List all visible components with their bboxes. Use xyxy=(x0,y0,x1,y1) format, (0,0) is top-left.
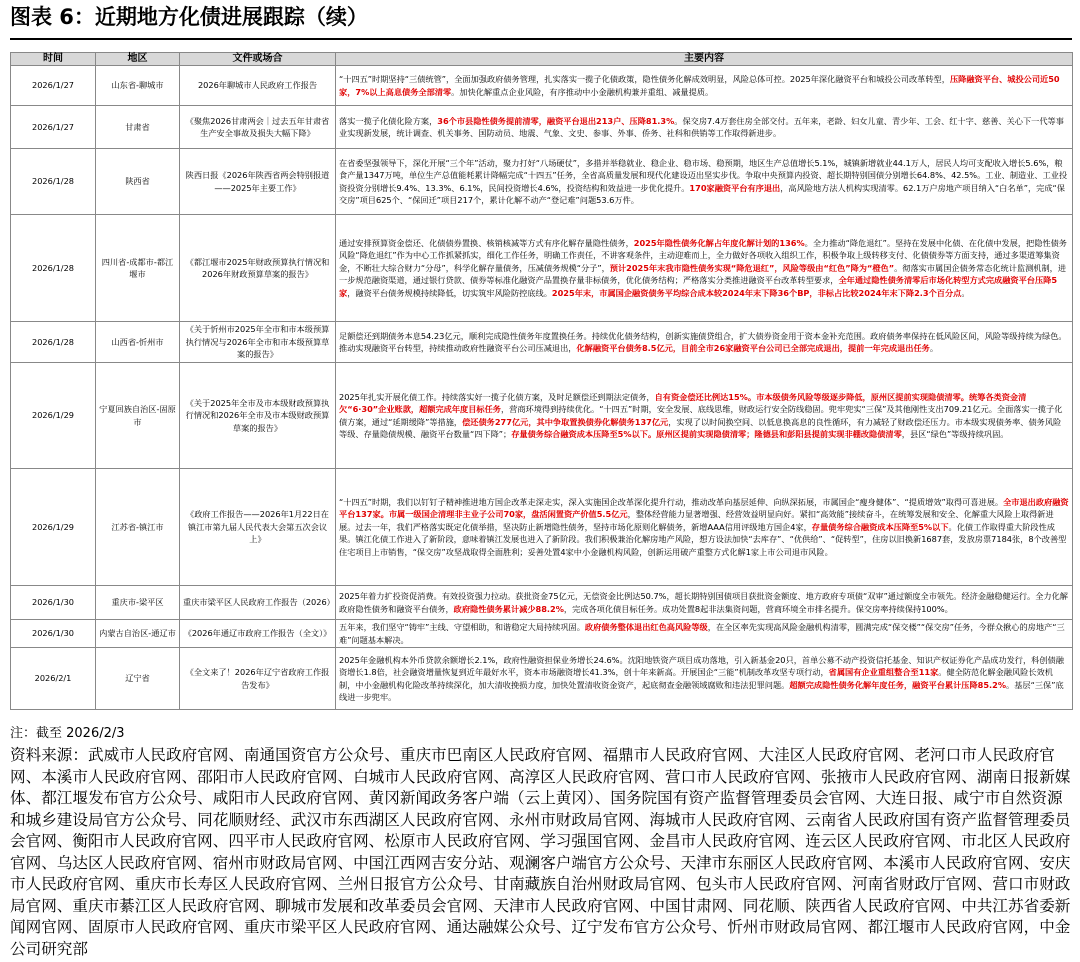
cell-content xyxy=(336,215,1073,322)
page-title: 图表 6：近期地方化债进展跟踪（续） xyxy=(10,5,368,29)
highlight-text: 存量债务综合融资成本压降至5%以下。原州区提前实现隐债清零；隆德县和彭阳县提前实现非棚改隐债清零 xyxy=(511,429,902,439)
highlight-text: 存量债务综合融资成本压降至5%以下 xyxy=(811,521,949,532)
cell-source: 2026年聊城市人民政府工作报告 xyxy=(180,66,336,106)
content-text: ，实现了以时间换空间、以低息换高息的良性循环，有力减轻了财政偿还压力。市本级实现债务率、债务风险等级、存量隐债规模、融资平台数量“四下降”； xyxy=(339,416,1062,439)
highlight-text: 政府债务整体退出红色高风险等级 xyxy=(584,622,708,632)
cell-date: 2026/2/1 xyxy=(11,648,96,710)
content-text: 在省委坚强领导下，深化开展“三个年”活动，聚力打好“八场硬仗”，多措并举稳就业、稳企业、稳市场、稳预期，地区生产总值增长5.1%，城镇新增就业44.1万人，居民人均可支配收入增长5.6%，粮食产量1347万吨，单位生产总值能耗累计降幅完成“十四五”任务，全省高质量发展和现代化建设迈出坚实步伐。争取中央预算内投资、超长期特别国债分别增长64.8%、42.5%。工业、制造业、工业投资投资分别增长9.4%、13.3%、6.1%，民间投资增长4.6%，投资结构和效益进一步优化提升。 xyxy=(339,157,1068,193)
highlight-text: 36个市县隐性债务提前清零，融资平台退出213户、压降81.3% xyxy=(437,115,675,126)
cell-source: 《关于忻州市2025年全市和市本级预算执行情况与2026年全市和市本级预算草案的报告》 xyxy=(180,322,336,363)
content-text: 2025年金融机构本外币贷款余额增长2.1%，政府性融资担保业务增长24.6%。沈阳地铁资产项目成功落地，引入新基金20只，首单公募不动产投资信托基金、知识产权证券化产品成功发行，科创债融资增长1.8倍，社会融资增量恢复到近年最好水平，资本市场融资增长41.3%，创十年来新高。开展国企“三能”机制改革攻坚专项行动， xyxy=(339,654,1064,677)
header-region: 地区 xyxy=(96,53,180,66)
content-text: ，融资平台债务规模持续降低，切实筑牢风险防控底线。 xyxy=(347,287,552,298)
cell-source: 《聚焦2026甘肃两会｜过去五年甘肃省生产安全事故及损失大幅下降》 xyxy=(180,106,336,149)
highlight-text: 2025年末，市属国企融资债务平均综合成本较2024年末下降36个BP，非标占比较2024年末下降2.3个百分点 xyxy=(551,287,962,298)
content-text: ，完成各项化债目标任务。成功处置8起非法集资问题，营商环境全市排名提升。保交房率持续保持100%。 xyxy=(563,603,953,614)
cell-source: 《政府工作报告——2026年1月22日在镇江市第九届人民代表大会第五次会议上》 xyxy=(180,469,336,586)
cell-date: 2026/1/27 xyxy=(11,66,96,106)
content-text: 。保交房7.4万套住房全部交付。五年来，老龄、妇女儿童、青少年、工会、红十字、慈善、关心下一代等事业实现新发展，统计调查、机关事务、国防动员、地震、气象、文史、参事、外事、侨务、社科和供销等工作取得新进步。 xyxy=(339,115,1064,138)
cell-region: 辽宁省 xyxy=(96,648,180,710)
table-row xyxy=(11,363,1073,469)
debt-progress-table xyxy=(10,52,1073,710)
cell-date: 2026/1/28 xyxy=(11,322,96,363)
cell-source: 陕西日报《2026年陕西省两会特别报道——2025年主要工作》 xyxy=(180,149,336,215)
sources-text: 资料来源：武威市人民政府官网、南通国资官方公众号、重庆市巴南区人民政府官网、福鼎市人民政府官网、大洼区人民政府官网、老河口市人民政府官网、本溪市人民政府官网、邵阳市人民政府官网、白城市人民政府官网、高淳区人民政府官网、营口市人民政府官网、张掖市人民政府官网、湖南日报新媒体、都江堰发布官方公众号、咸阳市人民政府官网、黄冈新闻政务客户端（云上黄冈）、国务院国有资产监督管理委员会官网、大连日报、咸宁市自然资源和城乡建设局官方公众号、同花顺财经、武汉市东西湖区人民政府官网、永州市财政局官网、海城市人民政府官网、云南省人民政府国有资产监督管理委员会官网、衡阳市人民政府官网、四平市人民政府官网、松原市人民政府官网、学习强国官网、金昌市人民政府官网、连云区人民政府官网、市北区人民政府官网、乌达区人民政府官网、宿州市财政局官网、中国江西网吉安分站、观澜客户端官方公众号、天津市东丽区人民政府官网、本溪市人民政府官网、安庆市人民政府官网、重庆市长寿区人民政府官网、兰州日报官方公众号、甘南藏族自治州财政局官网、包头市人民政府官网、河南省财政厅官网、营口市财政局官网、重庆市綦江区人民政府官网、聊城市发展和改革委员会官网、天津市人民政府官网、中国甘肃网、同花顺、陕西省人民政府官网、中共江苏省委新闻网官网、固原市人民政府官网、重庆市梁平区人民政府官网、通达融媒公众号、辽宁发布官方公众号、忻州市财政局官网、都江堰市人民政府官网，中金公司研究部 xyxy=(10,746,1071,958)
content-text: 。 xyxy=(961,287,970,298)
table-header-row xyxy=(11,53,1073,66)
cell-content xyxy=(336,66,1073,106)
content-text: ，在全区率先实现高风险金融机构清零，圆满完成“保交楼”“保交房”任务，今群众揪心的房地产“三难”问题基本解决。 xyxy=(339,622,1065,645)
cell-content xyxy=(336,149,1073,215)
content-text: 2025年扎实开展化债工作。持续落实好一揽子化债方案，及时足额偿还到期法定债务， xyxy=(339,391,655,402)
table-row xyxy=(11,66,1073,106)
table-row xyxy=(11,620,1073,648)
cell-date: 2026/1/28 xyxy=(11,149,96,215)
highlight-text: 压降融资平台、城投公司近50家，7%以上高息债务全部清零 xyxy=(339,74,1060,97)
cell-date: 2026/1/30 xyxy=(11,586,96,620)
highlight-text: 化解融资平台债务8.5亿元，目前全市26家融资平台公司已全部完成退出，提前一年完成退出任务 xyxy=(576,343,930,353)
cell-region: 甘肃省 xyxy=(96,106,180,149)
content-text: 2025年着力扩投资促消费。有效投资强力拉动。获批资金75亿元，无偿资金比例达50.7%，超长期特别国债项目获批资金额度、地方政府专项债“双审”通过额度全市领先。经济金融稳健运行。全力化解政府隐性债务和融资平台债务， xyxy=(339,591,1068,614)
table-row xyxy=(11,106,1073,149)
content-text: 足额偿还到期债务本息54.23亿元，顺利完成隐性债务年度置换任务。持续优化债务结构，创新实施债贷组合，扩大债券资金用于资本金补充范围。政府债务率保持在低风险区间，风险等级持续为绿色。推动实现融资平台转型，持续推动政府性融资平台公司压减退出， xyxy=(339,330,1067,353)
highlight-text: 政府隐性债务累计减少88.2% xyxy=(453,603,564,614)
cell-date: 2026/1/30 xyxy=(11,620,96,648)
content-text: 五年来，我们坚守“铸牢”主线、守望相助，和谐稳定大局持续巩固。 xyxy=(339,622,585,632)
cell-content xyxy=(336,586,1073,620)
footnote: 注：截至 2026/2/3 xyxy=(10,726,125,741)
cell-region: 陕西省 xyxy=(96,149,180,215)
highlight-text: 2025年隐性债务化解占年度化解计划的136% xyxy=(633,237,805,248)
title-divider xyxy=(10,38,1072,40)
cell-content xyxy=(336,648,1073,710)
highlight-text: 全市退出政府融资平台137家。市属一级国企清理非主业子公司70家，盘活闲置资产价值5.5亿元 xyxy=(339,496,1069,520)
cell-content xyxy=(336,322,1073,363)
highlight-text: 自有资金偿还比例达15%。市本级债务风险等级逐步降低，原州区提前实现隐债清零。统筹各类资金清欠“6·30”企业账款，超额完成年度目标任务 xyxy=(339,391,1027,414)
content-text: 通过安排预算资金偿还、化债债券置换、核销核减等方式有序化解存量隐性债务， xyxy=(339,237,634,248)
cell-region: 山东省-聊城市 xyxy=(96,66,180,106)
content-text: 。化债工作取得重大阶段性成果。镇江化债工作进入了新阶段，意味着镇江发展也进入了新阶段。我们积极兼治化解房地产风险，想方设法加快“去库存”、“优供给”、“促转型”，住房以旧换新1687套，发放房票7184张，8个改善型住宅项目上市销售，“保交房”攻坚战取得全面胜利；妥善处置4家中小金融机构风险，创新运用破产重整方式化解1家上市公司退市风险。 xyxy=(339,521,1067,557)
cell-content xyxy=(336,106,1073,149)
cell-source: 重庆市梁平区人民政府工作报告（2026） xyxy=(180,586,336,620)
content-text: 。健全防范化解金融风险长效机制，中小金融机构化险改革持续深化，加大清收挽损力度，加快处置清收资金资产，起底彻查金融领域腐败和违法犯罪问题。 xyxy=(339,667,1053,690)
content-text: ，营商环境得到持续优化。“十四五”时期，安全发展、底线思维，财政运行安全防线稳固。兜牢兜实“三保”及其他刚性支出709.21亿元。全面落实一揽子化债方案，通过“延期缓降”等措施， xyxy=(339,404,1063,427)
cell-region: 宁夏回族自治区-固原市 xyxy=(96,363,180,469)
content-text: 。彻落实市属国企债务常态化统计监测机制，进一步规范融资渠道，通过银行贷款、债券等标准化融资产品置换存量非标债务，优化债务结构；严格落实分类推进融资平台改革转型要求， xyxy=(339,262,1067,286)
table-row xyxy=(11,215,1073,322)
cell-content xyxy=(336,363,1073,469)
highlight-text: 预计2025年末我市隐性债务实现“降危退红”，风险等级由“红色”降为“橙色” xyxy=(609,262,895,273)
cell-source: 《关于2025年全市及市本级财政预算执行情况和2026年全市及市本级财政预算草案的报告》 xyxy=(180,363,336,469)
highlight-text: 省属国有企业重组整合至11家 xyxy=(828,667,939,677)
content-text: ，整体经营能力显著增强、经营效益明显向好。紧扣“高效能”接续奋斗，在统筹发展和安全、化解重大风险上取得新进展。过去一年，我们严格落实既定化债举措，坚决防止新增隐性债务，坚持市场化原则化解债务，新增AAA信用评级地方国企4家， xyxy=(339,509,1054,532)
highlight-text: 全年通过隐性债务清零后市场化转型方式完成融资平台压降5家 xyxy=(339,275,1058,298)
content-text: 。加快化解重点企业风险，有序推动中小金融机构兼并重组、减量提质。 xyxy=(451,86,714,97)
highlight-text: 170家融资平台有序退出 xyxy=(689,182,781,193)
cell-date: 2026/1/27 xyxy=(11,106,96,149)
cell-date: 2026/1/28 xyxy=(11,215,96,322)
content-text: 。基层“三保”底线进一步兜牢。 xyxy=(339,679,1064,702)
header-date: 时间 xyxy=(11,53,96,66)
cell-region: 江苏省-镇江市 xyxy=(96,469,180,586)
content-text: “十四五”时期坚持“三债统管”，全面加强政府债务管理，扎实落实一揽子化债政策，隐性债务化解成效明显，风险总体可控。2025年深化融资平台和城投公司改革转型， xyxy=(339,74,950,84)
cell-date: 2026/1/29 xyxy=(11,469,96,586)
table-row xyxy=(11,149,1073,215)
cell-region: 内蒙古自治区-通辽市 xyxy=(96,620,180,648)
content-text: 。全力推动“降危退红”。坚持在发展中化债、在化债中发展，把隐性债务风险“降危退红”作为中心工作抓紧抓实，细化工作任务，明确工作责任，不讲客观条件，主动迎难而上，全力做好各项收入组织工作，积极争取上级转移支付、化债债券等方面支持，通过多渠道筹集资金，不断壮大综合财力“分母”，科学化解存量债务，压减债务规模“分子”， xyxy=(339,237,1067,273)
content-text: 。 xyxy=(929,343,939,353)
highlight-text: 偿还债务277亿元，其中争取置换债券化解债务137亿元 xyxy=(462,416,669,427)
content-text: ，县区“绿色”等级持续巩固。 xyxy=(901,429,1009,439)
table-row xyxy=(11,469,1073,586)
content-text: “十四五”时期，我们以钉钉子精神推进地方国企改革走深走实，深入实施国企改革深化提升行动，推动改革向基层延伸、向纵深拓展，市属国企“瘦身健体”、“提质增效”取得可喜进展。 xyxy=(339,496,1004,507)
cell-region: 山西省-忻州市 xyxy=(96,322,180,363)
header-content: 主要内容 xyxy=(336,53,1073,66)
cell-content xyxy=(336,620,1073,648)
cell-date: 2026/1/29 xyxy=(11,363,96,469)
table-row xyxy=(11,586,1073,620)
content-text: ，高风险地方法人机构实现清零。62.1万户房地产项目纳入“白名单”，完成“保交房”项目625个、“保回迁”项目217个，累计化解不动产“登记难”问题53.6万件。 xyxy=(339,182,1065,205)
cell-source: 《全文来了！2026年辽宁省政府工作报告发布》 xyxy=(180,648,336,710)
table-row xyxy=(11,648,1073,710)
table-row xyxy=(11,322,1073,363)
cell-content xyxy=(336,469,1073,586)
highlight-text: 超额完成隐性债务化解年度任务，融资平台累计压降85.2% xyxy=(789,679,1007,690)
cell-region: 重庆市-梁平区 xyxy=(96,586,180,620)
content-text: 落实一揽子化债化险方案， xyxy=(339,115,438,126)
cell-region: 四川省-成都市-都江堰市 xyxy=(96,215,180,322)
cell-source: 《都江堰市2025年财政预算执行情况和2026年财政预算草案的报告》 xyxy=(180,215,336,322)
header-source: 文件或场合 xyxy=(180,53,336,66)
cell-source: 《2026年通辽市政府工作报告（全文）》 xyxy=(180,620,336,648)
